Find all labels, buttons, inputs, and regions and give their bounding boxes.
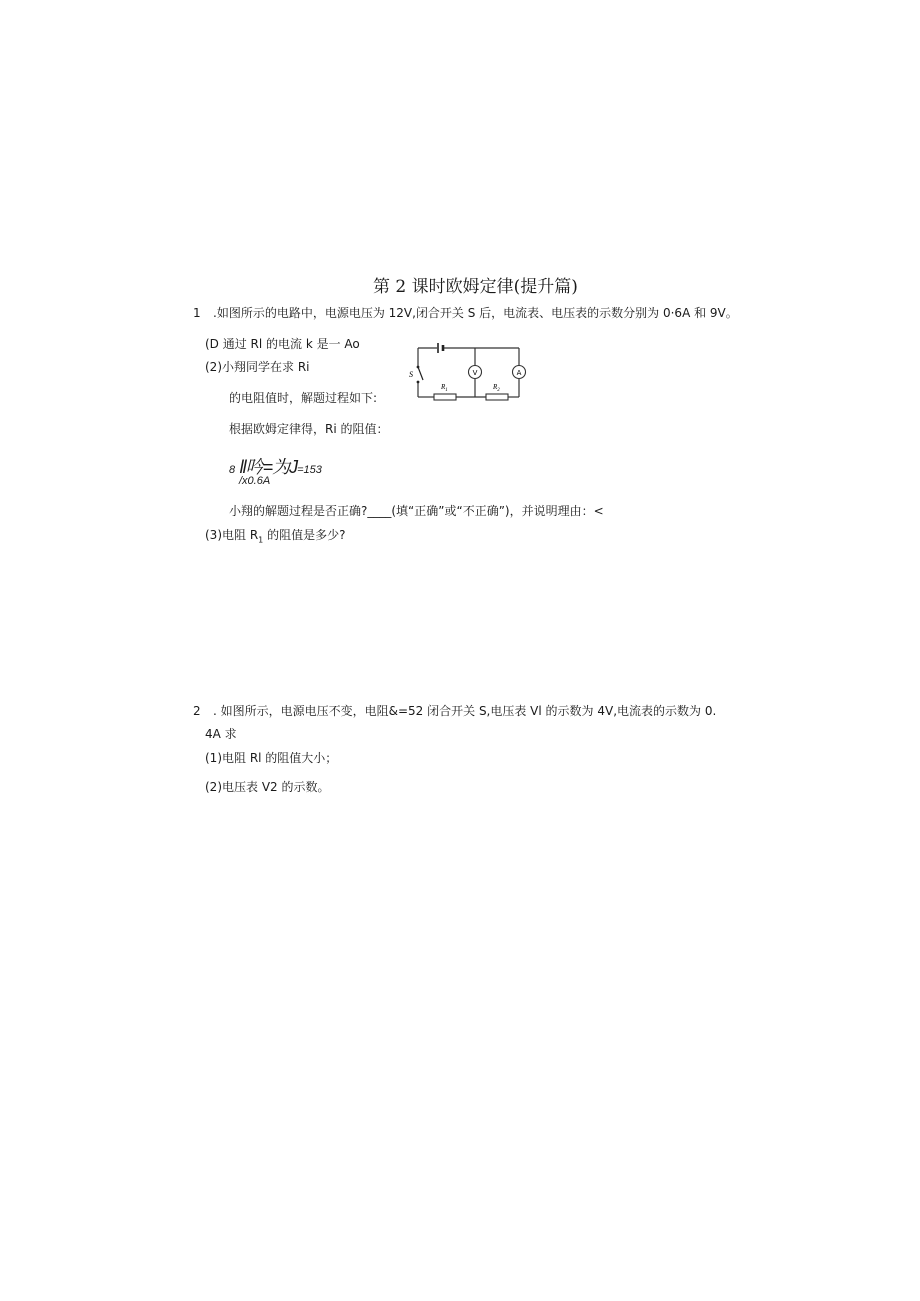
resistor-r2 — [486, 383, 508, 400]
circuit-diagram — [408, 342, 532, 404]
formula-prefix: 8 — [229, 464, 236, 476]
q1-part3-tail: 的阻值是多少? — [263, 528, 346, 542]
r2-label: $R_2$ — [493, 383, 500, 393]
voltmeter-label: V — [472, 369, 478, 377]
q2-part2: (2)电压表 V2 的示数。 — [205, 780, 330, 794]
resistor-r1 — [434, 383, 456, 400]
ammeter-symbol — [513, 366, 526, 379]
q1-part3-subscript: 1 — [258, 535, 264, 545]
q1-part2-line3: 根据欧姆定律得，Ri 的阻值： — [229, 422, 389, 436]
ammeter-label: A — [516, 369, 522, 377]
q1-part2: (2)小翔同学在求 Ri — [205, 360, 310, 374]
switch-label: S — [409, 370, 413, 379]
formula-main: ll吟=为J — [239, 457, 298, 477]
formula-bottom: /x0.6A — [239, 475, 271, 487]
switch-symbol — [417, 366, 423, 384]
q1-part2-line2: 的电阻值时，解题过程如下: — [229, 391, 378, 405]
q1-part3 — [205, 527, 345, 548]
r1-label: $R_1$ — [441, 383, 448, 393]
formula-value: =153 — [297, 464, 322, 476]
page-title: 第 2 课时欧姆定律(提升篇) — [373, 277, 578, 297]
q2-part1: (1)电阻 Rl 的阻值大小； — [205, 751, 338, 765]
q1-part3-text: (3)电阻 R — [205, 528, 259, 542]
battery-symbol — [438, 343, 443, 353]
q1-stem: .如图所示的电路中，电源电压为 12V,闭合开关 S 后，电流表、电压表的示数分别为 0·6A 和 9V。 — [213, 306, 738, 320]
voltmeter-symbol — [469, 366, 482, 379]
q1-number: 1 — [193, 306, 201, 320]
q2-stem: . 如图所示，电源电压不变，电阻&=52 闭合开关 S,电压表 Vl 的示数为 4V,电流表的示数为 0. — [213, 704, 717, 718]
q1-part1: (D 通过 Rl 的电流 k 是一 Ao — [205, 337, 360, 351]
q2-stem-continued: 4A 求 — [205, 727, 237, 741]
q1-question-line: 小翔的解题过程是否正确?____(填“正确”或“不正确”)，并说明理由：< — [229, 504, 604, 518]
q2-number: 2 — [193, 704, 201, 718]
